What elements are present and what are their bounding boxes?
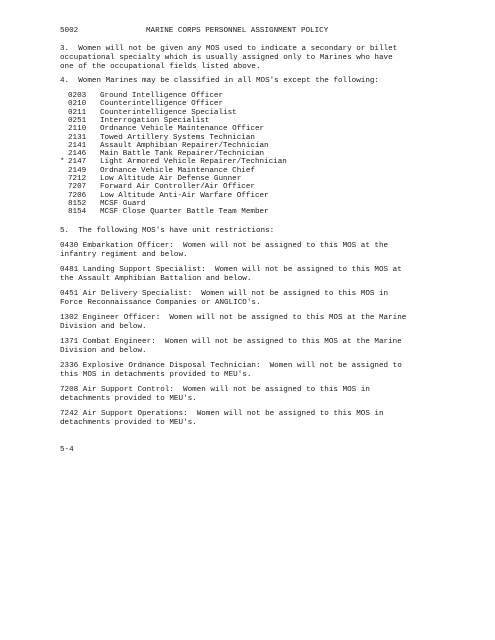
- para3-line-3: one of the occupational fields listed above.: [60, 63, 261, 71]
- mos-code: 7207: [68, 183, 87, 192]
- restriction-0430-line-2: infantry regiment and below.: [60, 251, 188, 259]
- header-code: 5002: [60, 27, 79, 35]
- restriction-0481-line-2: the Assault Amphibian Battalion and below.: [60, 275, 252, 283]
- mos-title: MCSF Close Quarter Battle Team Member: [100, 208, 269, 217]
- restriction-0430-line-1: 0430 Embarkation Officer: Women will not be assigned to this MOS at the: [60, 242, 389, 250]
- restriction-1371-line-1: 1371 Combat Engineer: Women will not be assigned to this MOS at the Marine: [60, 338, 402, 346]
- header-title: MARINE CORPS PERSONNEL ASSIGNMENT POLICY: [146, 27, 329, 35]
- restriction-0451-line-1: 0451 Air Delivery Specialist: Women will not be assigned to this MOS in: [60, 290, 389, 298]
- mos-code: 8152: [68, 199, 87, 208]
- mos-title: MCSF Guard: [100, 199, 146, 208]
- mos-code: 0203: [68, 92, 87, 100]
- restriction-7242-line-1: 7242 Air Support Operations: Women will not be assigned to this MOS in: [60, 410, 384, 418]
- mos-title: Counterintelligence Specialist: [100, 108, 237, 117]
- mos-code: 2147: [68, 158, 87, 167]
- para3-line-1: 3. Women will not be given any MOS used to indicate a secondary or billet: [60, 45, 398, 53]
- restriction-0481-line-1: 0481 Landing Support Specialist: Women will not be assigned to this MOS at: [60, 266, 402, 274]
- para4-text: 4. Women Marines may be classified in all MOS's except the following:: [60, 77, 379, 85]
- para3-line-2: occupational specialty which is usually assigned only to Marines who have: [60, 54, 393, 62]
- mos-code: 8154: [68, 208, 87, 217]
- mos-title: Counterintelligence Officer: [100, 100, 224, 109]
- page-header: [60, 27, 328, 36]
- mos-code: 7212: [68, 175, 87, 183]
- mos-code: 2146: [68, 150, 87, 159]
- mos-title: Low Altitude Air Defense Gunner: [100, 175, 242, 183]
- mos-list-item: [60, 208, 269, 217]
- mos-title: Ground Intelligence Officer: [100, 92, 224, 100]
- para5-text: 5. The following MOS's have unit restrictions:: [60, 227, 275, 235]
- mos-title: Forward Air Controller/Air Officer: [100, 183, 255, 192]
- mos-title: Low Altitude Anti-Air Warfare Officer: [100, 191, 269, 200]
- mos-title: Main Battle Tank Repairer/Technician: [100, 150, 265, 159]
- mos-title: Ordnance Vehicle Maintenance Chief: [100, 166, 255, 175]
- restriction-7208-line-1: 7208 Air Support Control: Women will not be assigned to this MOS in: [60, 386, 370, 394]
- page-number: 5-4: [60, 446, 74, 454]
- mos-title: Ordnance Vehicle Maintenance Officer: [100, 125, 265, 134]
- mos-code: 2131: [68, 133, 87, 142]
- mos-title: Assault Amphibian Repairer/Technician: [100, 141, 269, 150]
- mos-code: 2110: [68, 125, 87, 134]
- restriction-1302-line-1: 1302 Engineer Officer: Women will not be assigned to this MOS at the Marine: [60, 314, 407, 322]
- mos-code: 0210: [68, 100, 87, 109]
- mos-title: Light Armored Vehicle Repairer/Technician: [100, 158, 287, 167]
- restriction-1302-line-2: Division and below.: [60, 323, 147, 331]
- restriction-2336-line-1: 2336 Explosive Ordnance Disposal Technician: Women will not be assigned to: [60, 362, 402, 370]
- mos-code: 2141: [68, 141, 87, 150]
- mos-code: 2149: [68, 166, 87, 175]
- restriction-0451-line-2: Force Reconnaissance Companies or ANGLICO's.: [60, 299, 261, 307]
- mos-code: 0251: [68, 116, 87, 125]
- restriction-7208-line-2: detachments provided to MEU's.: [60, 395, 197, 403]
- mos-code: 0211: [68, 108, 87, 117]
- change-marker: *: [60, 158, 65, 167]
- restriction-1371-line-2: Division and below.: [60, 347, 147, 355]
- restriction-2336-line-2: this MOS in detachments provided to MEU's.: [60, 371, 252, 379]
- restriction-7242-line-2: detachments provided to MEU's.: [60, 419, 197, 427]
- mos-code: 7206: [68, 191, 87, 200]
- mos-title: Interrogation Specialist: [100, 116, 210, 125]
- mos-title: Towed Artillery Systems Technician: [100, 133, 255, 142]
